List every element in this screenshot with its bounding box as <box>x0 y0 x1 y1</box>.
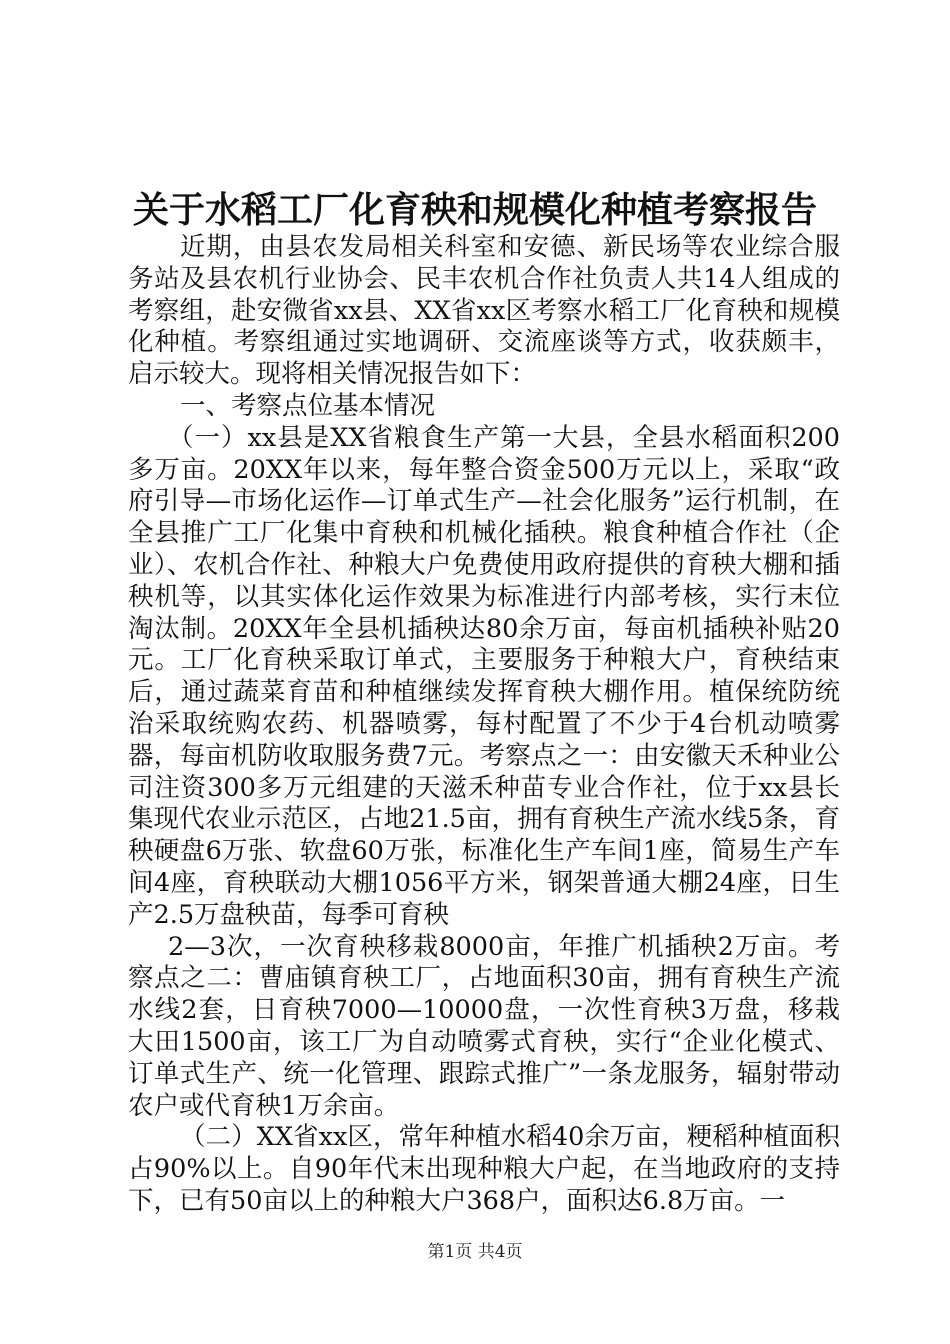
paragraph-section-1: （一）xx县是XX省粮食生产第一大县，全县水稻面积200多万亩。20XX年以来，每年整合资金500万元以上，采取“政府引导—市场化运作—订单式生产—社会化服务”运行机制，在全县推广工厂化集中育秧和机械化插秧。粮食种植合作社（企业）、农机合作社、种粮大户免费使用政府提供的育秧大棚和插秧机等，以其实体化运作效果为标准进行内部考核，实行末位淘汰制。20XX年全县机插秧达80余万亩，每亩机插秧补贴20元。工厂化育秧采取订单式，主要服务于种粮大户，育秧结束后，通过蔬菜育苗和种植继续发挥育秧大棚作用。植保统防统治采取统购农药、机器喷雾，每村配置了不少于4台机动喷雾器，每亩机防收取服务费7元。考察点之一：由安徽天禾种业公司注资300多万元组建的天滋禾种苗专业合作社，位于xx县长集现代农业示范区，占地21.5亩，拥有育秧生产流水线5条，育秧硬盘6万张、软盘60万张，标准化生产车间1座，简易生产车间4座，育秧联动大棚1056平方米，钢架普通大棚24座，日生产2.5万盘秧苗，每季可育秧 <box>128 422 840 930</box>
paragraph-intro: 近期，由县农发局相关科室和安德、新民场等农业综合服务站及县农机行业协会、民丰农机合作社负责人共14人组成的考察组，赴安微省xx县、XX省xx区考察水稻工厂化育秧和规模化种植。考察组通过实地调研、交流座谈等方式，收获颇丰，启示较大。现将相关情况报告如下： <box>128 232 840 390</box>
section-heading: 一、考察点位基本情况 <box>180 390 436 421</box>
document-title: 关于水稻工厂化育秧和规模化种植考察报告 <box>132 189 817 231</box>
document-body <box>128 232 840 1218</box>
page-number-footer: 第1页 共4页 <box>427 1242 523 1262</box>
paragraph-section-2: （二）XX省xx区，常年种植水稻40余万亩，粳稻种植面积占90%以上。自90年代末出现种粮大户起，在当地政府的支持下，已有50亩以上的种粮大户368户，面积达6.8万亩。一 <box>128 1122 840 1216</box>
paragraph-continued: 2—3次，一次育秧移栽8000亩，年推广机插秧2万亩。考察点之二：曹庙镇育秧工厂，占地面积30亩，拥有育秧生产流水线2套，日育秧7000—10000盘，一次性育秧3万盘，移栽大田1500亩，该工厂为自动喷雾式育秧，实行“企业化模式、订单式生产、统一化管理、跟踪式推广”一条龙服务，辐射带动农户或代育秧1万余亩。 <box>128 931 840 1121</box>
